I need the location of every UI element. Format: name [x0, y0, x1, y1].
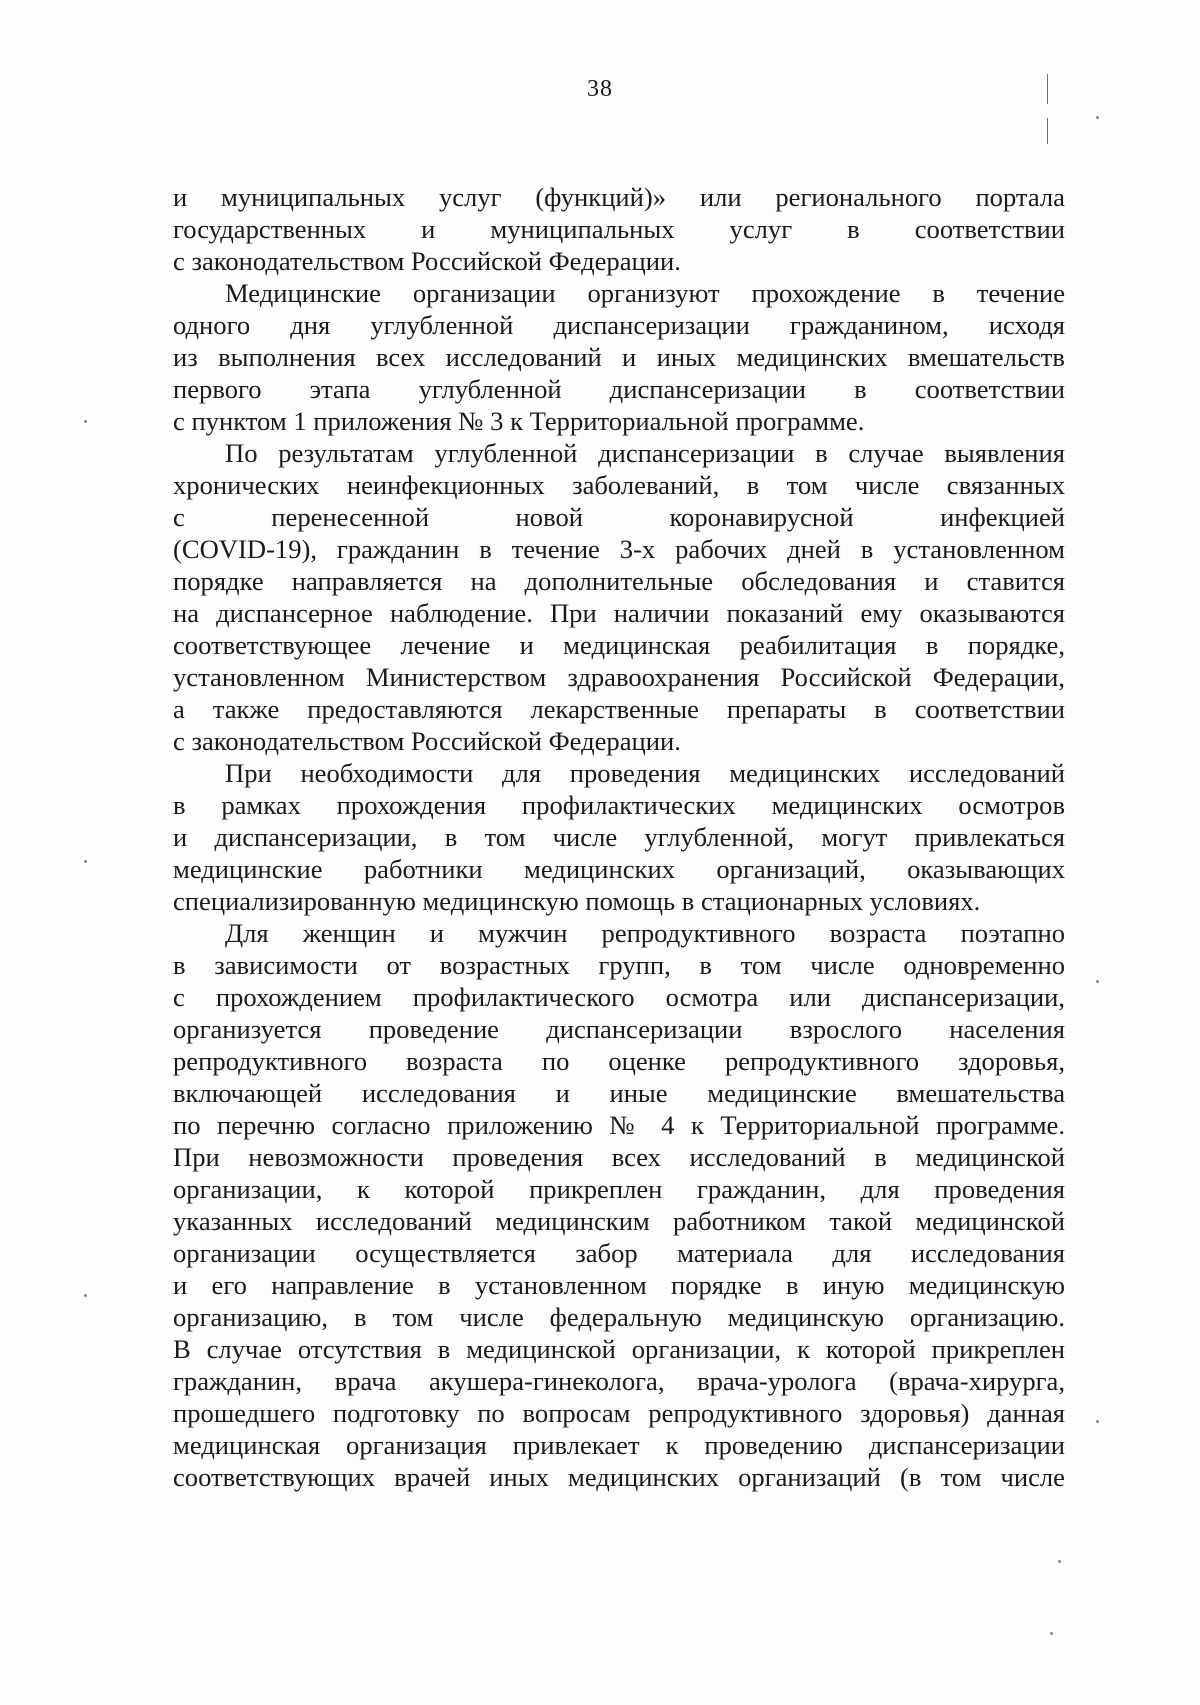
- text-line: прошедшего подготовку по вопросам репродуктивного здоровья) данная: [173, 1398, 1065, 1428]
- text-line: соответствующих врачей иных медицинских организаций (в том числе: [173, 1462, 1065, 1492]
- text-line: организации, к которой прикреплен гражданин, для проведения: [173, 1174, 1065, 1204]
- text-line: порядке направляется на дополнительные обследования и ставится: [173, 566, 1065, 596]
- text-line: При невозможности проведения всех исследований в медицинской: [173, 1142, 1065, 1172]
- text-line: хронических неинфекционных заболеваний, в том числе связанных: [173, 470, 1065, 500]
- text-line: Медицинские организации организуют прохождение в течение: [225, 278, 1065, 308]
- paragraph: [173, 917, 1065, 1493]
- text-line: организацию, в том числе федеральную медицинскую организацию.: [173, 1302, 1065, 1332]
- text-line: в зависимости от возрастных групп, в том числе одновременно: [173, 950, 1065, 980]
- scan-artifact-dot: [84, 860, 87, 863]
- text-line: по перечню согласно приложению № 4 к Территориальной программе.: [173, 1110, 1065, 1140]
- scan-artifact-line: [1047, 118, 1048, 144]
- text-line: с пунктом 1 приложения № 3 к Территориальной программе.: [173, 406, 865, 436]
- text-line: с прохождением профилактического осмотра или диспансеризации,: [173, 982, 1065, 1012]
- text-line: установленном Министерством здравоохранения Российской Федерации,: [173, 662, 1065, 692]
- paragraph: [173, 757, 1065, 917]
- text-line: Для женщин и мужчин репродуктивного возраста поэтапно: [225, 918, 1065, 948]
- paragraph: [173, 437, 1065, 757]
- scan-artifact-dot: [84, 1294, 87, 1297]
- text-line: с законодательством Российской Федерации.: [173, 726, 681, 756]
- text-line: При необходимости для проведения медицинских исследований: [225, 758, 1065, 788]
- scan-artifact-dot: [1058, 1560, 1061, 1563]
- text-line: соответствующее лечение и медицинская реабилитация в порядке,: [173, 630, 1065, 660]
- text-line: включающей исследования и иные медицинские вмешательства: [173, 1078, 1065, 1108]
- text-line: медицинская организация привлекает к проведению диспансеризации: [173, 1430, 1065, 1460]
- scan-artifact-dot: [1096, 1420, 1099, 1423]
- text-line: на диспансерное наблюдение. При наличии показаний ему оказываются: [173, 598, 1065, 628]
- text-line: гражданин, врача акушера-гинеколога, врача-уролога (врача-хирурга,: [173, 1366, 1065, 1396]
- text-line: первого этапа углубленной диспансеризации в соответствии: [173, 374, 1065, 404]
- text-line: в рамках прохождения профилактических медицинских осмотров: [173, 790, 1065, 820]
- text-line: указанных исследований медицинским работником такой медицинской: [173, 1206, 1065, 1236]
- scan-artifact-dot: [84, 420, 87, 423]
- scan-artifact-dot: [1096, 980, 1099, 983]
- text-line: организации осуществляется забор материала для исследования: [173, 1238, 1065, 1268]
- text-line: с перенесенной новой коронавирусной инфекцией: [173, 502, 1065, 532]
- text-line: а также предоставляются лекарственные препараты в соответствии: [173, 694, 1065, 724]
- paragraph: [173, 277, 1065, 437]
- scan-artifact-line: [1047, 74, 1048, 104]
- text-line: и муниципальных услуг (функций)» или регионального портала: [173, 182, 1065, 212]
- text-line: специализированную медицинскую помощь в стационарных условиях.: [173, 886, 981, 916]
- text-line: одного дня углубленной диспансеризации гражданином, исходя: [173, 310, 1065, 340]
- text-line: организуется проведение диспансеризации взрослого населения: [173, 1014, 1065, 1044]
- text-line: с законодательством Российской Федерации.: [173, 246, 681, 276]
- text-line: и его направление в установленном порядке в иную медицинскую: [173, 1270, 1065, 1300]
- document-body: [173, 181, 1065, 1493]
- text-line: (COVID-19), гражданин в течение 3-х рабочих дней в установленном: [173, 534, 1065, 564]
- text-line: По результатам углубленной диспансеризации в случае выявления: [225, 438, 1065, 468]
- text-line: репродуктивного возраста по оценке репродуктивного здоровья,: [173, 1046, 1065, 1076]
- page-number: 38: [587, 76, 613, 102]
- text-line: В случае отсутствия в медицинской организации, к которой прикреплен: [173, 1334, 1065, 1364]
- scan-artifact-dot: [1096, 116, 1099, 119]
- text-line: и диспансеризации, в том числе углубленной, могут привлекаться: [173, 822, 1065, 852]
- text-line: из выполнения всех исследований и иных медицинских вмешательств: [173, 342, 1065, 372]
- text-line: государственных и муниципальных услуг в соответствии: [173, 214, 1065, 244]
- text-line: медицинские работники медицинских организаций, оказывающих: [173, 854, 1065, 884]
- paragraph: [173, 181, 1065, 277]
- scan-artifact-dot: [1050, 1632, 1053, 1635]
